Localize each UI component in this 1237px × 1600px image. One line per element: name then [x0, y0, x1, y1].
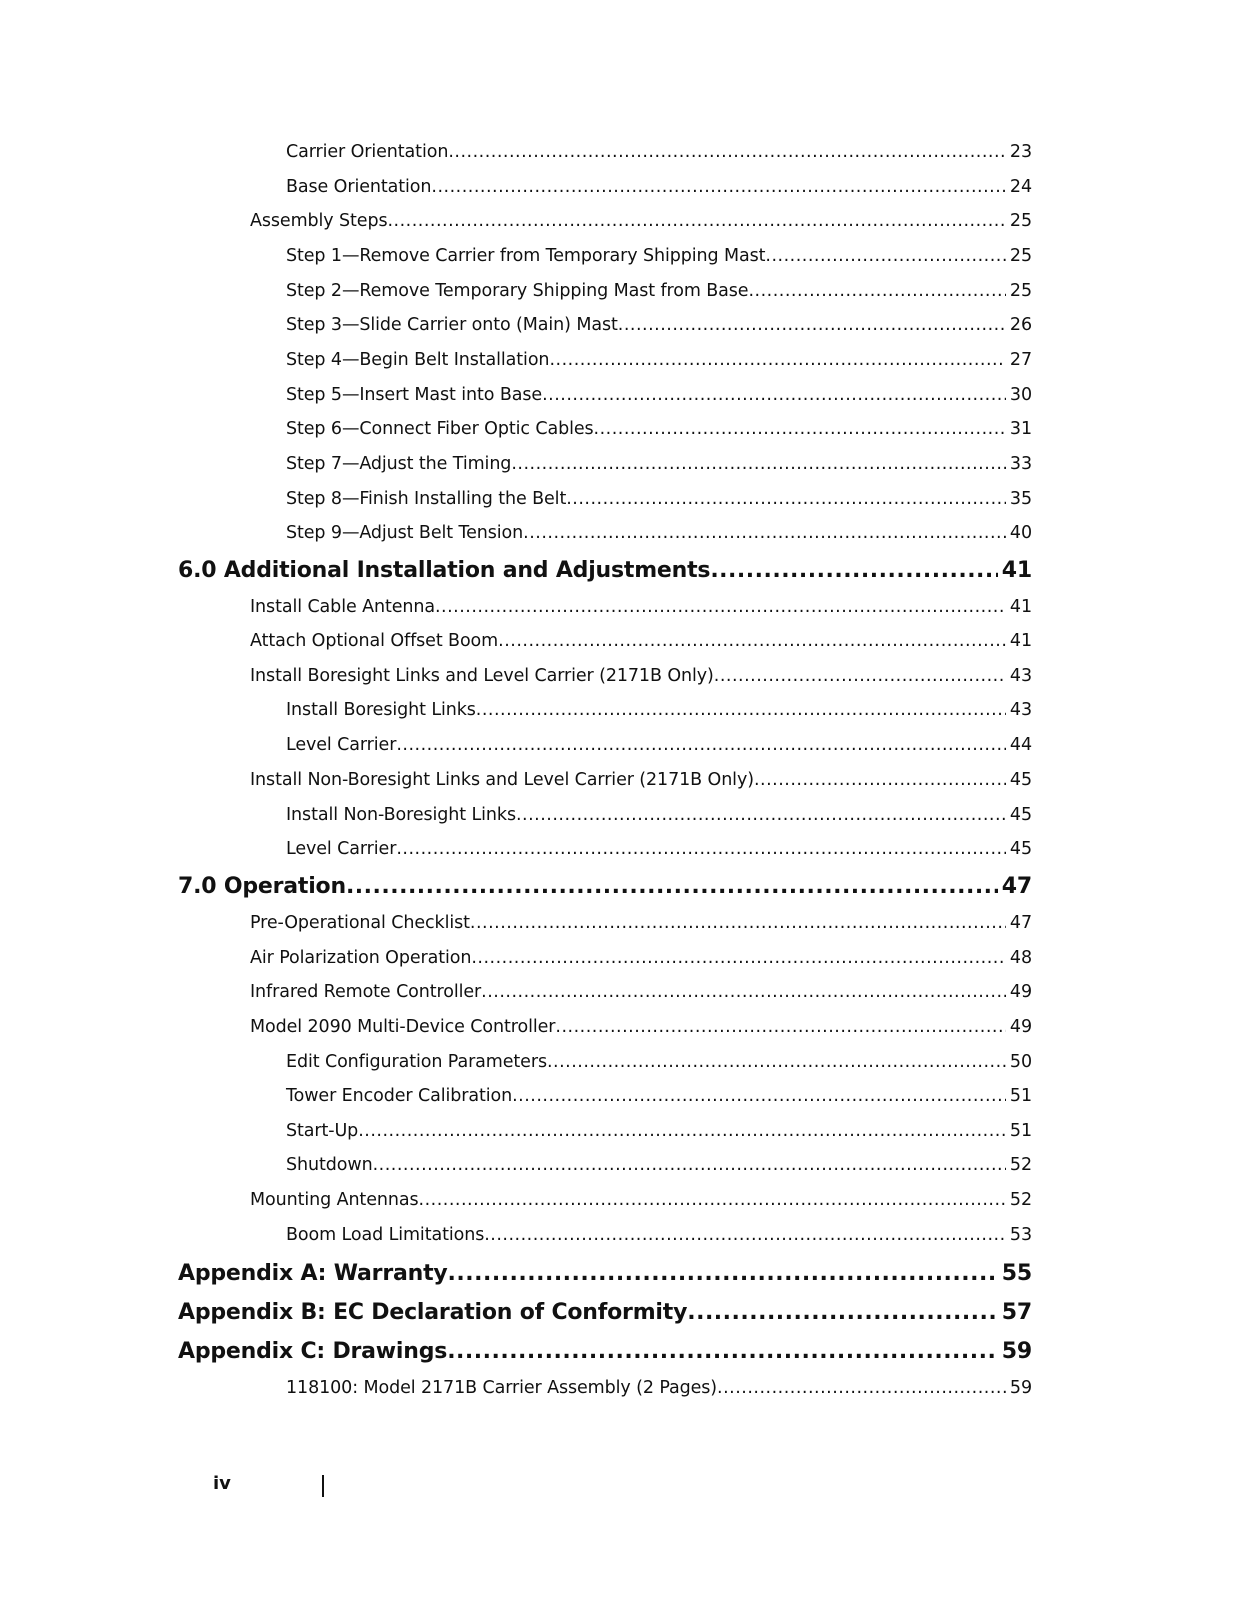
toc-dot-leader: [710, 558, 997, 583]
footer-divider: [322, 1475, 324, 1497]
toc-entry[interactable]: [250, 1017, 1032, 1037]
toc-entry-title: Step 6—Connect Fiber Optic Cables: [286, 419, 594, 439]
toc-entry[interactable]: [286, 454, 1032, 474]
toc-entry-page-number: 41: [1009, 597, 1032, 617]
toc-entry[interactable]: [250, 948, 1032, 968]
toc-dot-leader: [498, 631, 1006, 651]
toc-entry-title: Carrier Orientation: [286, 142, 449, 162]
toc-entry-page-number: 57: [1001, 1300, 1032, 1325]
toc-entry-page-number: 25: [1009, 211, 1032, 231]
toc-entry-title: Install Boresight Links and Level Carrier (2171B Only): [250, 666, 714, 686]
footer-page-number: iv: [213, 1473, 231, 1494]
toc-entry[interactable]: [250, 913, 1032, 933]
toc-dot-leader: [523, 523, 1006, 543]
toc-entry[interactable]: [250, 982, 1032, 1002]
toc-entry[interactable]: [250, 597, 1032, 617]
toc-entry-title: Attach Optional Offset Boom: [250, 631, 499, 651]
toc-entry[interactable]: [286, 735, 1032, 755]
toc-entry[interactable]: [286, 246, 1032, 266]
toc-entry[interactable]: [178, 558, 1032, 583]
toc-dot-leader: [542, 385, 1006, 405]
toc-entry[interactable]: [286, 350, 1032, 370]
toc-entry-page-number: 47: [1009, 913, 1032, 933]
toc-entry[interactable]: [286, 1378, 1032, 1398]
toc-entry-title: Install Cable Antenna: [250, 597, 435, 617]
toc-entry-title: Level Carrier: [286, 735, 397, 755]
toc-dot-leader: [555, 1017, 1006, 1037]
toc-entry-page-number: 49: [1009, 982, 1032, 1002]
toc-dot-leader: [754, 770, 1006, 790]
toc-entry-title: Level Carrier: [286, 839, 397, 859]
toc-dot-leader: [717, 1378, 1006, 1398]
toc-entry-page-number: 30: [1009, 385, 1032, 405]
toc-dot-leader: [765, 246, 1006, 266]
toc-entry-page-number: 51: [1009, 1121, 1032, 1141]
toc-entry[interactable]: [286, 700, 1032, 720]
toc-dot-leader: [447, 1339, 998, 1364]
toc-entry-title: Step 7—Adjust the Timing: [286, 454, 512, 474]
toc-entry-page-number: 49: [1009, 1017, 1032, 1037]
toc-entry-title: Step 1—Remove Carrier from Temporary Shipping Mast: [286, 246, 766, 266]
toc-entry-title: Step 3—Slide Carrier onto (Main) Mast: [286, 315, 618, 335]
toc-dot-leader: [448, 142, 1006, 162]
toc-dot-leader: [511, 454, 1006, 474]
toc-entry[interactable]: [286, 1121, 1032, 1141]
toc-dot-leader: [512, 1086, 1006, 1106]
toc-entry[interactable]: [178, 874, 1032, 899]
toc-entry-title: 118100: Model 2171B Carrier Assembly (2 Pages): [286, 1378, 718, 1398]
toc-dot-leader: [594, 419, 1006, 439]
toc-entry-title: Infrared Remote Controller: [250, 982, 482, 1002]
toc-entry-page-number: 59: [1001, 1339, 1032, 1364]
toc-entry[interactable]: [286, 523, 1032, 543]
toc-dot-leader: [387, 211, 1005, 231]
toc-entry-title: Install Non-Boresight Links and Level Carrier (2171B Only): [250, 770, 754, 790]
toc-entry-title: Air Polarization Operation: [250, 948, 472, 968]
toc-entry-page-number: 48: [1009, 948, 1032, 968]
toc-entry[interactable]: [250, 666, 1032, 686]
toc-entry-title: Pre-Operational Checklist: [250, 913, 470, 933]
toc-entry-title: Mounting Antennas: [250, 1190, 419, 1210]
toc-dot-leader: [618, 315, 1006, 335]
toc-entry-title: Shutdown: [286, 1155, 373, 1175]
toc-entry[interactable]: [286, 805, 1032, 825]
toc-entry-page-number: 55: [1001, 1261, 1032, 1286]
toc-entry-page-number: 50: [1009, 1052, 1032, 1072]
toc-entry-page-number: 41: [1009, 631, 1032, 651]
toc-entry-title: Appendix A: Warranty: [178, 1261, 448, 1286]
toc-entry-title: Step 4—Begin Belt Installation: [286, 350, 550, 370]
toc-dot-leader: [435, 597, 1006, 617]
toc-entry-title: Start-Up: [286, 1121, 359, 1141]
toc-entry-page-number: 44: [1009, 735, 1032, 755]
toc-entry[interactable]: [286, 1052, 1032, 1072]
toc-dot-leader: [373, 1155, 1006, 1175]
toc-entry-title: Install Boresight Links: [286, 700, 476, 720]
toc-dot-leader: [516, 805, 1006, 825]
toc-entry[interactable]: [286, 142, 1032, 162]
toc-entry-title: Install Non-Boresight Links: [286, 805, 516, 825]
toc-dot-leader: [470, 913, 1006, 933]
toc-dot-leader: [687, 1300, 998, 1325]
toc-entry-page-number: 43: [1009, 666, 1032, 686]
toc-entry[interactable]: [250, 211, 1032, 231]
toc-dot-leader: [549, 350, 1005, 370]
toc-entry-page-number: 25: [1009, 246, 1032, 266]
toc-entry[interactable]: [286, 1225, 1032, 1245]
toc-dot-leader: [547, 1052, 1006, 1072]
toc-dot-leader: [484, 1225, 1006, 1245]
toc-dot-leader: [714, 666, 1006, 686]
toc-dot-leader: [481, 982, 1006, 1002]
toc-entry-title: Assembly Steps: [250, 211, 388, 231]
toc-entry-page-number: 31: [1009, 419, 1032, 439]
toc-entry-page-number: 40: [1009, 523, 1032, 543]
toc-entry-page-number: 51: [1009, 1086, 1032, 1106]
toc-entry-title: 6.0 Additional Installation and Adjustments: [178, 558, 711, 583]
toc-entry-title: Base Orientation: [286, 177, 432, 197]
toc-entry[interactable]: [286, 315, 1032, 335]
toc-entry[interactable]: [178, 1261, 1032, 1286]
toc-entry-page-number: 23: [1009, 142, 1032, 162]
toc-entry-page-number: 27: [1009, 350, 1032, 370]
toc-entry-title: Step 2—Remove Temporary Shipping Mast from Base: [286, 281, 749, 301]
toc-dot-leader: [748, 281, 1005, 301]
toc-dot-leader: [431, 177, 1006, 197]
toc-entry[interactable]: [286, 385, 1032, 405]
toc-dot-leader: [476, 700, 1006, 720]
toc-dot-leader: [396, 839, 1006, 859]
toc-entry-title: 7.0 Operation: [178, 874, 346, 899]
toc-entry[interactable]: [286, 839, 1032, 859]
toc-entry[interactable]: [250, 770, 1032, 790]
toc-dot-leader: [471, 948, 1006, 968]
toc-entry-page-number: 25: [1009, 281, 1032, 301]
toc-entry-title: Boom Load Limitations: [286, 1225, 485, 1245]
toc-entry-title: Step 9—Adjust Belt Tension: [286, 523, 524, 543]
toc-entry-title: Tower Encoder Calibration: [286, 1086, 513, 1106]
toc-entry[interactable]: [286, 489, 1032, 509]
toc-entry[interactable]: [178, 1339, 1032, 1364]
toc-entry[interactable]: [286, 177, 1032, 197]
toc-entry[interactable]: [286, 1086, 1032, 1106]
toc-entry[interactable]: [250, 631, 1032, 651]
toc-entry-title: Step 5—Insert Mast into Base: [286, 385, 543, 405]
toc-entry[interactable]: [286, 1155, 1032, 1175]
toc-entry-title: Step 8—Finish Installing the Belt: [286, 489, 567, 509]
toc-entry[interactable]: [286, 419, 1032, 439]
toc-entry-title: Edit Configuration Parameters: [286, 1052, 547, 1072]
toc-entry-page-number: 45: [1009, 805, 1032, 825]
toc-dot-leader: [448, 1261, 998, 1286]
toc-entry-page-number: 53: [1009, 1225, 1032, 1245]
toc-entry-page-number: 52: [1009, 1155, 1032, 1175]
toc-dot-leader: [419, 1190, 1006, 1210]
toc-entry-page-number: 43: [1009, 700, 1032, 720]
toc-dot-leader: [358, 1121, 1006, 1141]
toc-entry[interactable]: [178, 1300, 1032, 1325]
toc-entry[interactable]: [250, 1190, 1032, 1210]
toc-entry-page-number: 33: [1009, 454, 1032, 474]
toc-entry-page-number: 52: [1009, 1190, 1032, 1210]
toc-entry-title: Appendix B: EC Declaration of Conformity: [178, 1300, 688, 1325]
toc-dot-leader: [566, 489, 1006, 509]
toc-entry-page-number: 35: [1009, 489, 1032, 509]
toc-dot-leader: [396, 735, 1006, 755]
toc-entry-page-number: 45: [1009, 839, 1032, 859]
toc-entry-page-number: 47: [1001, 874, 1032, 899]
toc-entry-title: Appendix C: Drawings: [178, 1339, 448, 1364]
toc-dot-leader: [346, 874, 998, 899]
toc-entry[interactable]: [286, 281, 1032, 301]
toc-entry-page-number: 41: [1001, 558, 1032, 583]
toc-entry-page-number: 26: [1009, 315, 1032, 335]
toc-entry-page-number: 59: [1009, 1378, 1032, 1398]
toc-entry-page-number: 45: [1009, 770, 1032, 790]
toc-entry-page-number: 24: [1009, 177, 1032, 197]
toc-entry-title: Model 2090 Multi-Device Controller: [250, 1017, 556, 1037]
